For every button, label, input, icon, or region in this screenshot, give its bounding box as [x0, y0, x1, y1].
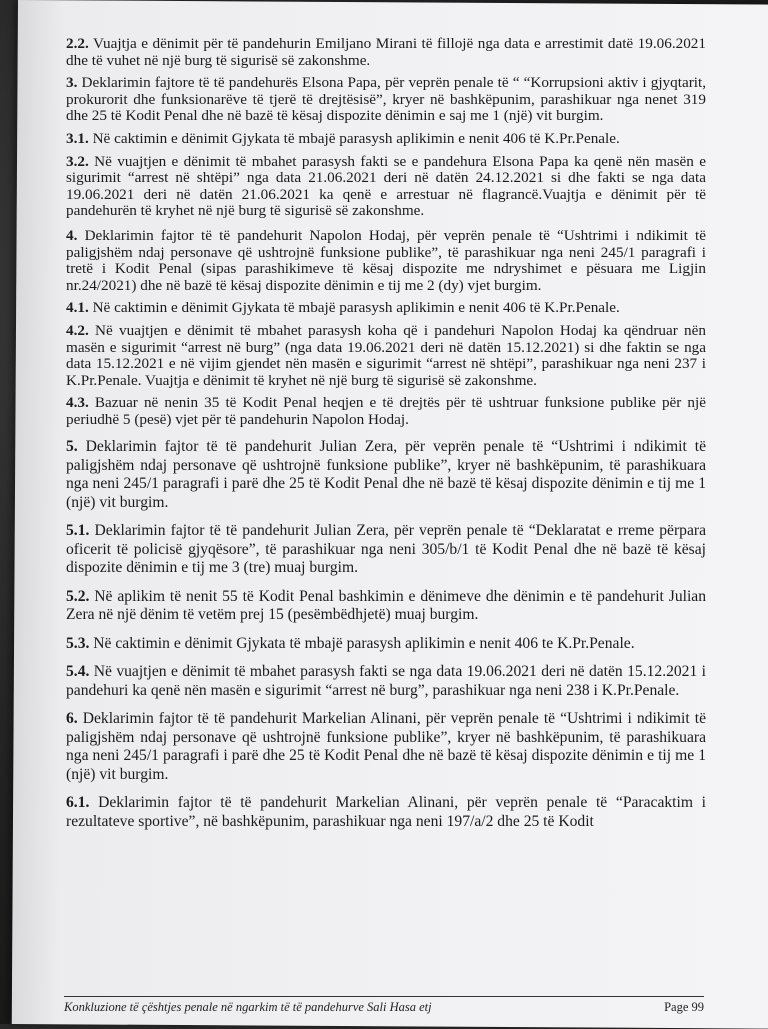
paragraph-5-3: 5.3. Në caktimin e dënimit Gjykata të mbajë parasysh aplikimin e nenit 406 te K.Pr.Penale.	[66, 634, 635, 652]
paragraph-6-1: 6.1. Deklarimin fajtor të të pandehurit Markelian Alinani, për veprën penale të “Paracaktim i rezultateve sportive”, në bashkëpunim, parashikuar nga neni 197/a/2 dhe 25 të Kodit	[66, 794, 706, 830]
paragraph-3-1: 3.1. Në caktimin e dënimit Gjykata të mbajë parasysh aplikimin e nenit 406 të K.Pr.Penale.	[66, 129, 620, 147]
paragraph-5-4: 5.4. Në vuajtjen e dënimit të mbahet parasysh fakti se nga data 19.06.2021 deri në datën 15.12.2021 i pandehuri ka qenë nën masën e sigurimit “arrest në burg”, parashikuar nga neni 238 i K.Pr.Penale.	[66, 663, 706, 699]
paragraph-4-1: 4.1. Në caktimin e dënimit Gjykata të mbajë parasysh aplikimin e nenit 406 të K.Pr.Penale.	[66, 299, 620, 317]
page-number: Page 99	[664, 1000, 704, 1014]
paragraph-6: 6. Deklarimin fajtor të të pandehurit Markelian Alinani, për veprën penale të “Ushtrimi i ndikimit të paligjshëm ndaj personave që ushtrojnë funksione publike”, kryer në bashkëpunim, të parashikuara nga neni 245/1 paragrafi i parë dhe 25 të Kodit Penal dhe në bazë të kësaj dispozite dënimin e tij me 1 (një) vit burgim.	[66, 710, 706, 783]
page-footer	[64, 996, 704, 1015]
paragraph-4-3: 4.3. Bazuar në nenin 35 të Kodit Penal heqjen e të drejtës për të ushtruar funksione publike për një periudhë 5 (pesë) vjet për të pandehurin Napolon Hodaj.	[66, 394, 706, 428]
document-body	[66, 36, 706, 837]
paragraph-2-2: 2.2. Vuajtja e dënimit për të pandehurin Emiljano Mirani të fillojë nga data e arrestimit datë 19.06.2021 dhe të vuhet në një burg të sigurisë së zakonshme.	[66, 35, 706, 69]
paragraph-5: 5. Deklarimin fajtor të të pandehurit Julian Zera, për veprën penale të “Ushtrimi i ndikimit të paligjshëm ndaj personave që ushtrojnë funksione publike”, kryer në bashkëpunim, të parashikuara nga neni 245/1 paragrafi i parë dhe 25 të Kodit Penal dhe në bazë të kësaj dispozite dënimin e tij me 1 (një) vit burgim.	[66, 438, 706, 511]
paragraph-5-2: 5.2. Në aplikim të nenit 55 të Kodit Penal bashkimin e dënimeve dhe dënimin e të pandehurit Julian Zera në një dënim të vetëm prej 15 (pesëmbëdhjetë) muaj burgim.	[66, 587, 706, 624]
paragraph-4: 4. Deklarimin fajtor të të pandehurit Napolon Hodaj, për veprën penale të “Ushtrimi i ndikimit të paligjshëm ndaj personave që ushtrojnë funksione publike”, të parashikuar nga neni 245/1 paragrafi i tretë i Kodit Penal (sipas parashikimeve të kësaj dispozite me ndryshimet e pësuara me Ligjin nr.24/2021) dhe në bazë të kësaj dispozite dënimin e tij me 2 (dy) vjet burgim.	[66, 226, 706, 294]
paragraph-4-2: 4.2. Në vuajtjen e dënimit të mbahet parasysh koha që i pandehuri Napolon Hodaj ka qëndruar nën masën e sigurimit “arrest në burg” (nga data 19.06.2021 deri në datën 15.12.2021) si dhe faktin se nga data 15.12.2021 e në vijim gjendet nën masën e sigurimit “arrest në shtëpi”, parashikuar nga neni 237 i K.Pr.Penale. Vuajtja e dënimit të kryhet në një burg të sigurisë së zakonshme.	[66, 321, 706, 389]
footer-title: Konkluzione të çështjes penale në ngarkim të të pandehurve Sali Hasa etj	[64, 1000, 432, 1014]
paragraph-5-1: 5.1. Deklarimin fajtor të të pandehurit Julian Zera, për veprën penale të “Deklaratat e rreme përpara oficerit të policisë gjyqësore”, të parashikuar nga neni 305/b/1 të Kodit Penal dhe në bazë të kësaj dispozite dënimin e tij me 3 (tre) muaj burgim.	[66, 522, 706, 577]
paragraph-3: 3. Deklarimin fajtore të të pandehurës Elsona Papa, për veprën penale të “ “Korrupsioni aktiv i gjyqtarit, prokurorit dhe funksionarëve të tjerë të drejtësisë”, kryer në bashkëpunim, parashikuar nga nenet 319 dhe 25 të Kodit Penal dhe në bazë të kësaj dispozite dënimin e saj me 1 (një) vit burgim.	[66, 74, 706, 125]
paragraph-3-2: 3.2. Në vuajtjen e dënimit të mbahet parasysh fakti se e pandehura Elsona Papa ka qenë nën masën e sigurimit “arrest në shtëpi” nga data 21.06.2021 deri në datën 24.12.2021 si dhe fakti se nga data 19.06.2021 deri në datën 21.06.2021 ka qenë e arrestuar në flagrancë.Vuajtja e dënimit për të pandehurën të kryhet në një burg të sigurisë së zakonshme.	[66, 152, 706, 220]
